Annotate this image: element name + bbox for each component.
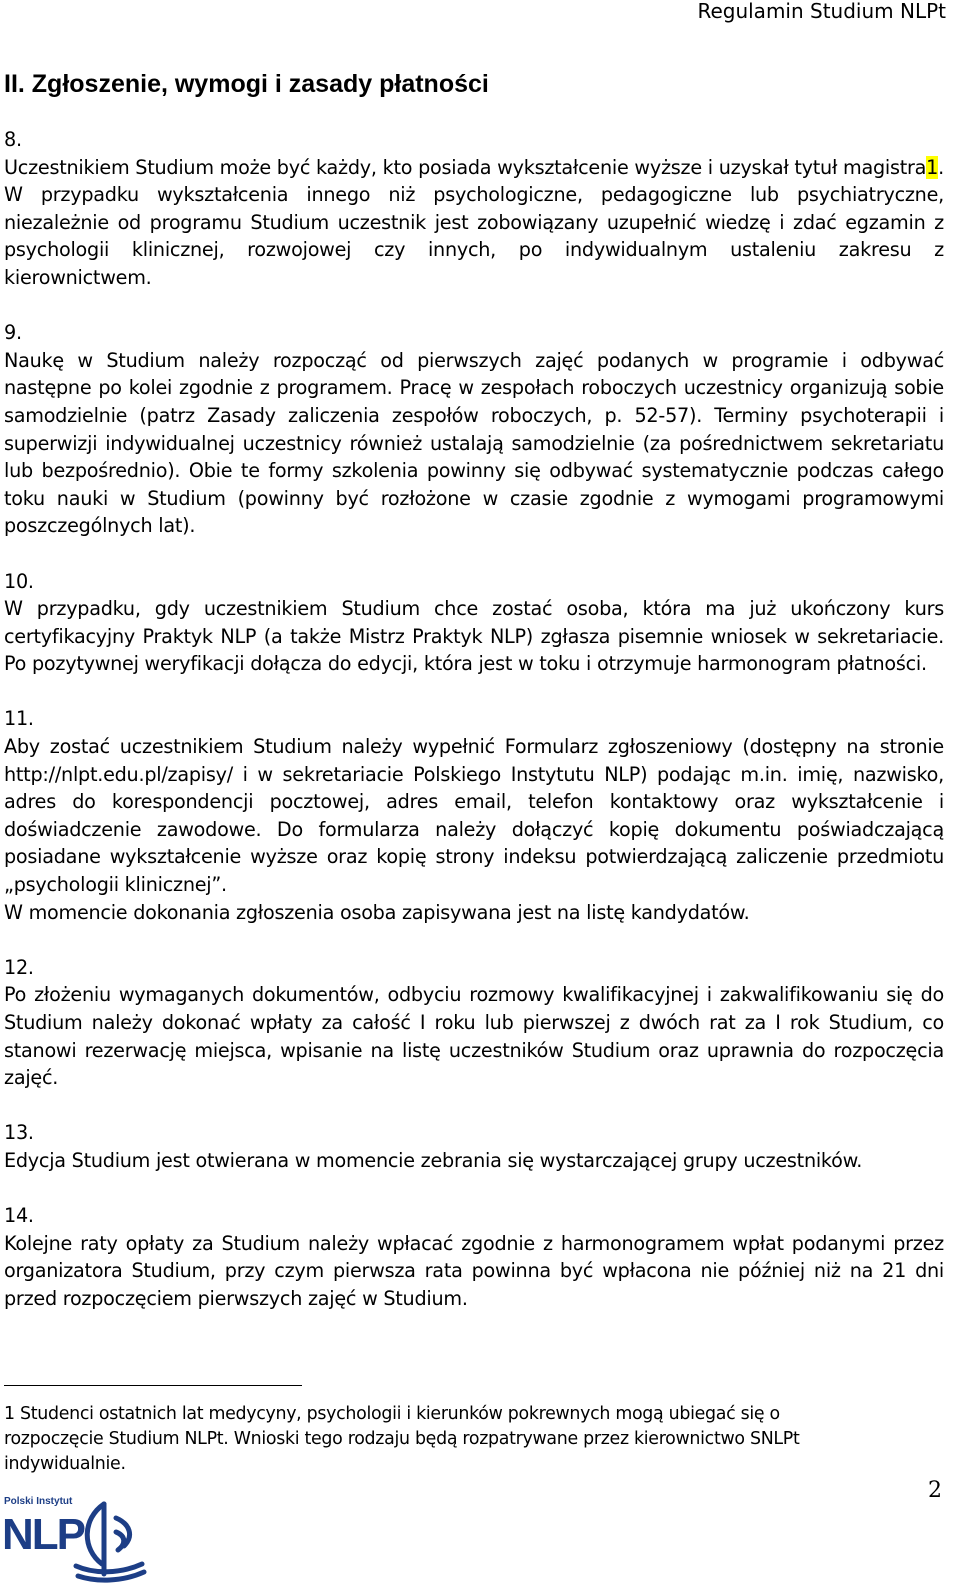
paragraph-number: 8. [4, 128, 22, 151]
footnote [4, 1402, 904, 1477]
logo-wordmark: NLP [2, 1510, 84, 1559]
paragraph-number: 14. [4, 1204, 34, 1228]
footnote-line: indywidualnie. [4, 1454, 126, 1474]
paragraph-text: Aby zostać uczestnikiem Studium należy wypełnić Formularz zgłoszeniowy (dostępny na stronie http://nlpt.edu.pl/zapisy/ i w sekretariacie Polskiego Instytutu NLP) podając m.in. imię, nazwisko, adres do korespondencji pocztowej, adres email, telefon kontaktowy oraz wykształcenie i doświadczenie zawodowe. Do formularza należy dołączyć kopię dokumentu poświadczającą posiadane wykształcenie wyższe oraz kopię strony indeksu potwierdzającą zaliczenie przedmiotu „psychologii klinicznej”. [4, 735, 944, 897]
page-number: 2 [928, 1478, 942, 1503]
logo-emblem-icon [64, 1474, 150, 1586]
footnote-line: rozpoczęcie Studium NLPt. Wnioski tego rodzaju będą rozpatrywane przez kierownictwo SNLPt [4, 1429, 800, 1449]
logo-caption: Polski Instytut [4, 1496, 73, 1507]
paragraph-text: Kolejne raty opłaty za Studium należy wpłacać zgodnie z harmonogramem wpłat podanymi przez organizatora Studium, przy czym pierwsza rata powinna być wpłacona nie później niż na 21 dni przed rozpoczęciem pierwszych zajęć w Studium. [4, 1231, 944, 1310]
paragraph-number: 10. [4, 569, 34, 593]
paragraph-number: 12. [4, 955, 34, 979]
paragraph-text: Po złożeniu wymaganych dokumentów, odbyciu rozmowy kwalifikacyjnej i zakwalifikowaniu się do Studium należy dokonać wpłaty za całość I roku lub pierwszej z dwóch rat za I rok Studium, co stanowi rezerwację miejsca, wpisanie na listę uczestników Studium oraz uprawnia do rozpoczęcia zajęć. [4, 983, 944, 1090]
paragraph-number: 11. [4, 707, 34, 731]
footnote-line: 1 Studenci ostatnich lat medycyny, psychologii i kierunków pokrewnych mogą ubiegać się o [4, 1404, 780, 1424]
paragraph-number: 13. [4, 1121, 34, 1145]
running-header: Regulamin Studium NLPt [697, 0, 946, 23]
paragraph-number: 9. [4, 321, 22, 345]
document-body [4, 126, 944, 1313]
paragraph-text: W momencie dokonania zgłoszenia osoba zapisywana jest na listę kandydatów. [4, 900, 750, 924]
footnote-reference[interactable]: 1 [926, 155, 939, 179]
paragraph-text: Uczestnikiem Studium może być każdy, kto posiada wykształcenie wyższe i uzyskał tytuł magistra1. W przypadku wykształcenia innego niż psychologiczne, pedagogiczne lub psychiatryczne, niezależnie od programu Studium uczestnik jest zobowiązany uzupełnić wiedzę i zdać egzamin z psychologii klinicznej, rozwojowej czy innych, po indywidualnym ustaleniu zakresu z kierownictwem. [4, 155, 944, 289]
footnote-divider [4, 1385, 302, 1386]
paragraph-text: W przypadku, gdy uczestnikiem Studium chce zostać osoba, która ma już ukończony kurs certyfikacyjny Praktyk NLP (a także Mistrz Praktyk NLP) zgłasza pisemnie wniosek w sekretariacie. Po pozytywnej weryfikacji dołącza do edycji, która jest w toku i otrzymuje harmonogram płatności. [4, 597, 944, 676]
polski-instytut-nlp-logo [2, 1496, 150, 1584]
paragraph-text: Naukę w Studium należy rozpocząć od pierwszych zajęć podanych w programie i odbywać następne po kolei zgodnie z programem. Pracę w zespołach roboczych uczestnicy organizują sobie samodzielnie (patrz Zasady zaliczenia zespołów roboczych, p. 52-57). Terminy psychoterapii i superwizji indywidualnej uczestnicy również ustalają samodzielnie (za pośrednictwem sekretariatu lub bezpośrednio). Obie te formy szkolenia powinny się odbywać systematycznie podczas całego toku nauki w Studium (powinny być rozłożone w czasie zgodnie z wymogami programowymi poszczególnych lat). [4, 348, 944, 538]
section-title: II. Zgłoszenie, wymogi i zasady płatności [4, 70, 489, 98]
paragraph-text: Edycja Studium jest otwierana w momencie zebrania się wystarczającej grupy uczestników. [4, 1148, 863, 1172]
